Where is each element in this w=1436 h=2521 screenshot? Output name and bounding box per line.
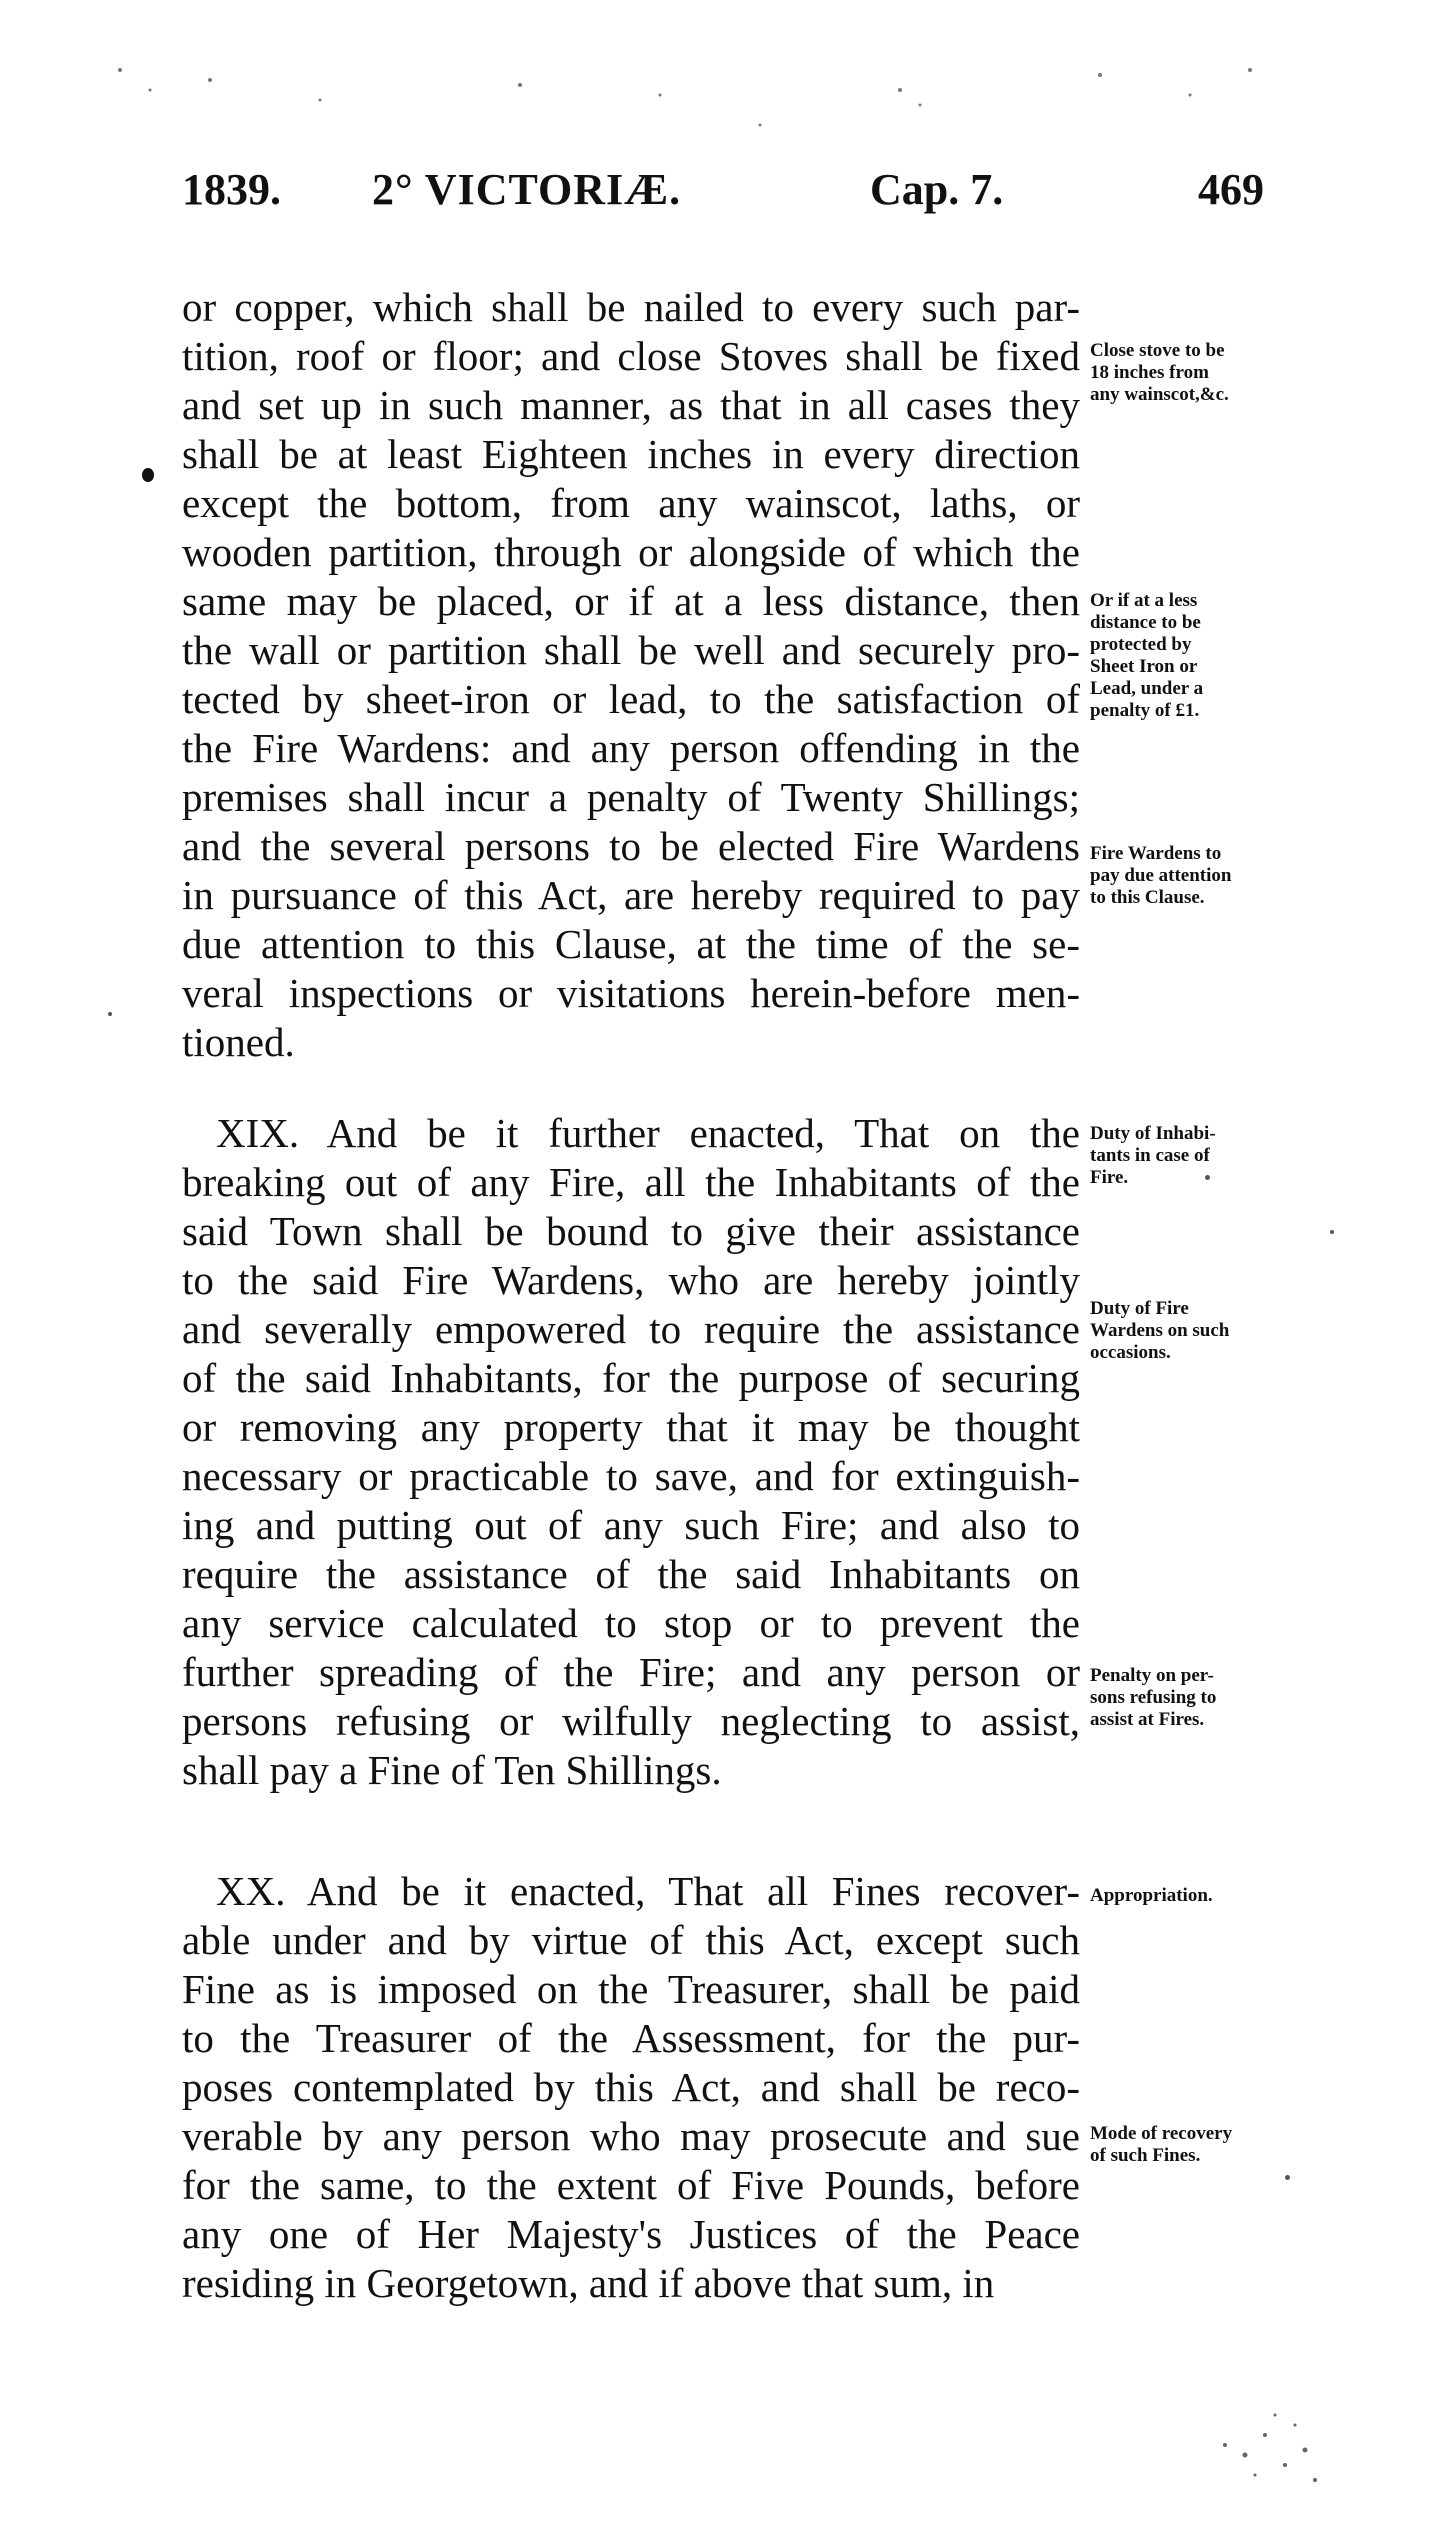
margin-note-line: Mode of recovery bbox=[1090, 2123, 1233, 2144]
margin-note-close-stove bbox=[1090, 340, 1290, 406]
body-line: or removing any property that it may be thought bbox=[182, 1404, 1080, 1450]
section-heading-xix: XIX. And be it further enacted, That on the bbox=[216, 1110, 1080, 1156]
margin-note-line: Sheet Iron or bbox=[1090, 656, 1198, 677]
scan-speck bbox=[1205, 1175, 1210, 1180]
body-line: and set up in such manner, as that in all cases they bbox=[182, 382, 1080, 428]
margin-note-line: 18 inches from bbox=[1090, 362, 1209, 383]
margin-note-line: protected by bbox=[1090, 634, 1192, 655]
body-line: further spreading of the Fire; and any person or bbox=[182, 1649, 1080, 1695]
margin-note-line: Lead, under a bbox=[1090, 678, 1204, 699]
body-line: require the assistance of the said Inhabitants on bbox=[182, 1551, 1080, 1597]
body-line: except the bottom, from any wainscot, laths, or bbox=[182, 480, 1080, 526]
body-line: to the Treasurer of the Assessment, for the pur- bbox=[182, 2015, 1080, 2061]
margin-note-line: Wardens on such bbox=[1090, 1320, 1230, 1341]
body-line: and the several persons to be elected Fire Wardens bbox=[182, 823, 1080, 869]
margin-note-line: Fire. bbox=[1090, 1167, 1129, 1188]
margin-note-duty-inhabitants bbox=[1090, 1123, 1290, 1189]
body-line: persons refusing or wilfully neglecting to assist, bbox=[182, 1698, 1080, 1744]
body-line: and severally empowered to require the assistance bbox=[182, 1306, 1080, 1352]
body-line: residing in Georgetown, and if above that sum, in bbox=[182, 2260, 995, 2306]
margin-note-appropriation bbox=[1090, 1885, 1290, 1907]
margin-note-line: pay due attention bbox=[1090, 865, 1232, 886]
body-line: verable by any person who may prosecute and sue bbox=[182, 2113, 1080, 2159]
margin-note-line: tants in case of bbox=[1090, 1145, 1210, 1166]
body-line: to the said Fire Wardens, who are hereby jointly bbox=[182, 1257, 1080, 1303]
margin-note-line: of such Fines. bbox=[1090, 2145, 1201, 2166]
body-line: shall be at least Eighteen inches in every direction bbox=[182, 431, 1080, 477]
body-line: said Town shall be bound to give their assistance bbox=[182, 1208, 1080, 1254]
body-line: tioned. bbox=[182, 1019, 295, 1065]
margin-note-penalty-refusing bbox=[1090, 1665, 1290, 1731]
margin-note-line: Appropriation. bbox=[1090, 1885, 1213, 1906]
body-line: ing and putting out of any such Fire; and also to bbox=[182, 1502, 1080, 1548]
body-line: tition, roof or floor; and close Stoves shall be fixed bbox=[182, 333, 1080, 379]
header-page-number: 469 bbox=[1198, 165, 1264, 214]
body-line: any service calculated to stop or to prevent the bbox=[182, 1600, 1080, 1646]
body-line: the Fire Wardens: and any person offending in the bbox=[182, 725, 1080, 771]
margin-note-line: sons refusing to bbox=[1090, 1687, 1217, 1708]
body-line: wooden partition, through or alongside of which the bbox=[182, 529, 1080, 575]
scan-speck bbox=[1330, 1230, 1334, 1234]
scan-speck bbox=[1285, 2175, 1290, 2180]
body-line: veral inspections or visitations herein-before men- bbox=[182, 970, 1080, 1016]
body-line: or copper, which shall be nailed to every such par- bbox=[182, 284, 1080, 330]
body-line: poses contemplated by this Act, and shall be reco- bbox=[182, 2064, 1080, 2110]
scan-speck bbox=[142, 468, 154, 482]
body-line: tected by sheet-iron or lead, to the satisfaction of bbox=[182, 676, 1080, 722]
margin-note-line: any wainscot,&c. bbox=[1090, 384, 1229, 405]
header-chapter: Cap. 7. bbox=[870, 165, 1004, 214]
margin-note-line: Fire Wardens to bbox=[1090, 843, 1222, 864]
body-line: for the same, to the extent of Five Pounds, before bbox=[182, 2162, 1080, 2208]
body-line: due attention to this Clause, at the time of the se- bbox=[182, 921, 1080, 967]
section-heading-xx: XX. And be it enacted, That all Fines recover- bbox=[216, 1868, 1080, 1914]
scan-speck bbox=[108, 1012, 112, 1016]
margin-note-line: to this Clause. bbox=[1090, 887, 1205, 908]
margin-note-line: Duty of Inhabi- bbox=[1090, 1123, 1216, 1144]
body-line: of the said Inhabitants, for the purpose of securing bbox=[182, 1355, 1080, 1401]
body-line: any one of Her Majesty's Justices of the Peace bbox=[182, 2211, 1080, 2257]
margin-note-mode-of-recovery bbox=[1090, 2123, 1290, 2167]
body-line: same may be placed, or if at a less distance, then bbox=[182, 578, 1080, 624]
header-year: 1839. bbox=[182, 165, 281, 214]
scan-noise-bottom bbox=[1195, 2385, 1355, 2505]
header-reign: 2° VICTORIÆ. bbox=[372, 165, 682, 214]
margin-note-line: occasions. bbox=[1090, 1342, 1171, 1363]
body-line: able under and by virtue of this Act, except such bbox=[182, 1917, 1080, 1963]
margin-note-line: Close stove to be bbox=[1090, 340, 1225, 361]
margin-note-fire-wardens bbox=[1090, 843, 1290, 909]
body-line: in pursuance of this Act, are hereby required to pay bbox=[182, 872, 1080, 918]
margin-note-line: assist at Fires. bbox=[1090, 1709, 1205, 1730]
body-line: shall pay a Fine of Ten Shillings. bbox=[182, 1747, 722, 1793]
scan-noise-top bbox=[0, 30, 1436, 160]
margin-note-line: distance to be bbox=[1090, 612, 1201, 633]
margin-note-less-distance bbox=[1090, 590, 1290, 722]
body-line: necessary or practicable to save, and for extinguish- bbox=[182, 1453, 1080, 1499]
margin-note-duty-wardens bbox=[1090, 1298, 1290, 1364]
margin-note-line: Penalty on per- bbox=[1090, 1665, 1214, 1686]
margin-note-line: Duty of Fire bbox=[1090, 1298, 1189, 1319]
body-line: breaking out of any Fire, all the Inhabitants of the bbox=[182, 1159, 1080, 1205]
body-line: the wall or partition shall be well and securely pro- bbox=[182, 627, 1080, 673]
body-line: premises shall incur a penalty of Twenty Shillings; bbox=[182, 774, 1080, 820]
margin-note-line: Or if at a less bbox=[1090, 590, 1198, 611]
margin-note-line: penalty of £1. bbox=[1090, 700, 1200, 721]
body-line: Fine as is imposed on the Treasurer, shall be paid bbox=[182, 1966, 1080, 2012]
